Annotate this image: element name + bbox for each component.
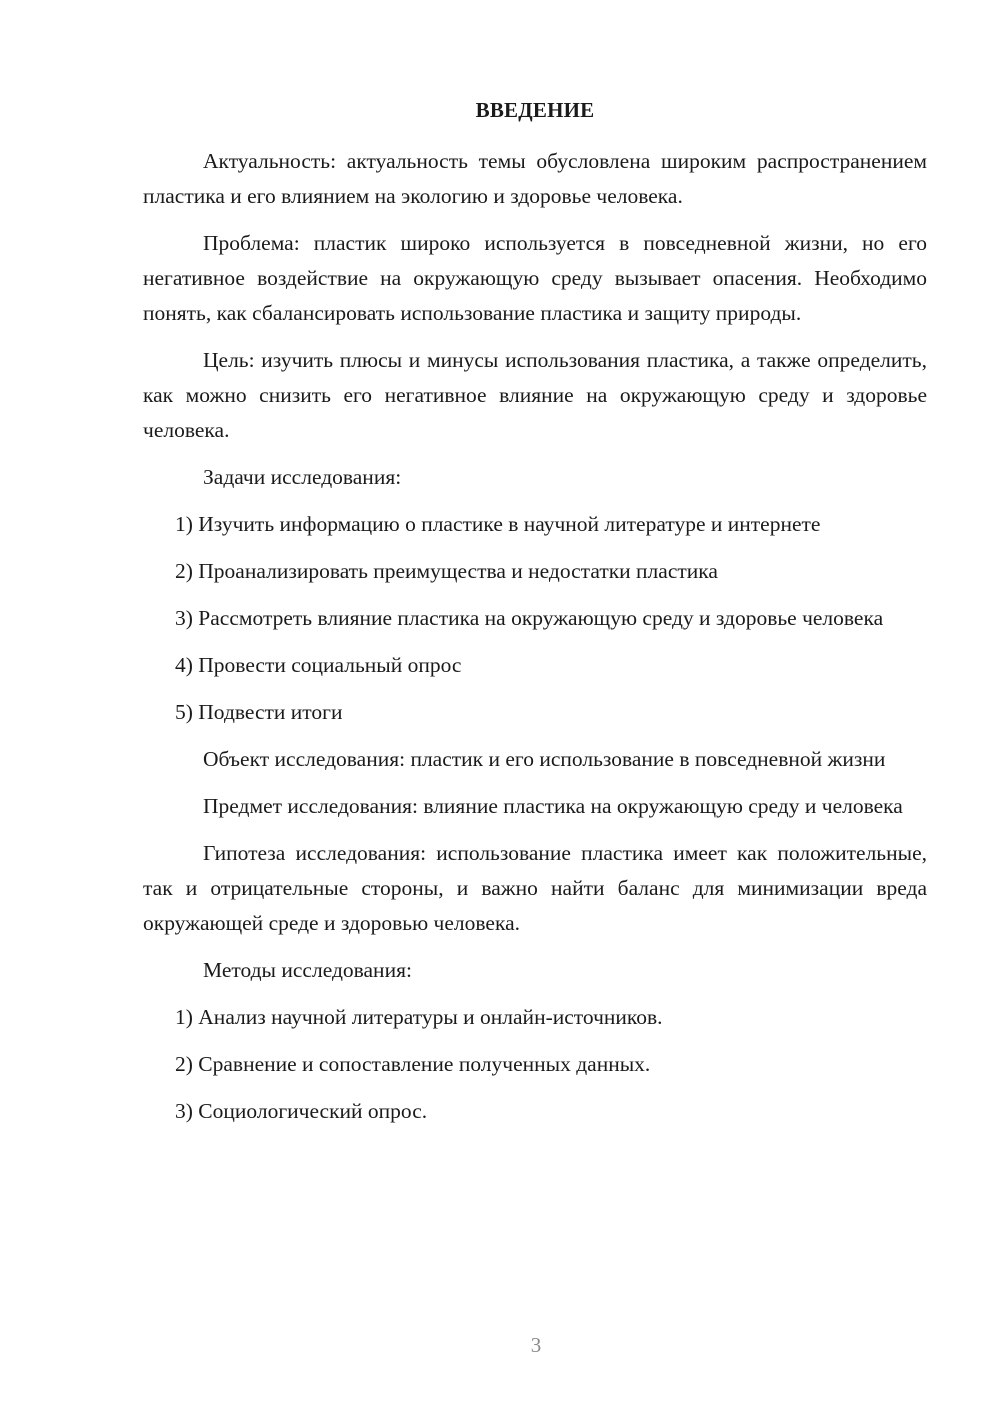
methods-heading: Методы исследования: bbox=[203, 958, 412, 982]
method-item-1: 1) Анализ научной литературы и онлайн-источников. bbox=[175, 1005, 663, 1029]
task-item-3: 3) Рассмотреть влияние пластика на окружающую среду и здоровье человека bbox=[175, 606, 884, 630]
task-item-4: 4) Провести социальный опрос bbox=[175, 653, 462, 677]
method-item-2: 2) Сравнение и сопоставление полученных данных. bbox=[175, 1052, 651, 1076]
page-content bbox=[143, 96, 927, 1141]
subject-paragraph: Предмет исследования: влияние пластика на окружающую среду и человека bbox=[203, 794, 903, 818]
problem-paragraph: Проблема: пластик широко используется в повседневной жизни, но его негативное воздействие на окружающую среду вызывает опасения. Необходимо понять, как сбалансировать использование пластика и защиту природы. bbox=[143, 231, 927, 325]
relevance-paragraph: Актуальность: актуальность темы обусловлена широким распространением пластика и его влиянием на экологию и здоровье человека. bbox=[143, 149, 927, 208]
page-title: ВВЕДЕНИЕ bbox=[475, 98, 595, 122]
task-item-1: 1) Изучить информацию о пластике в научной литературе и интернете bbox=[175, 512, 821, 536]
task-item-2: 2) Проанализировать преимущества и недостатки пластика bbox=[175, 559, 718, 583]
object-paragraph: Объект исследования: пластик и его использование в повседневной жизни bbox=[203, 747, 886, 771]
hypothesis-paragraph: Гипотеза исследования: использование пластика имеет как положительные, так и отрицательные стороны, и важно найти баланс для минимизации вреда окружающей среде и здоровью человека. bbox=[143, 841, 927, 935]
tasks-heading: Задачи исследования: bbox=[203, 465, 402, 489]
method-item-3: 3) Социологический опрос. bbox=[175, 1099, 428, 1123]
goal-paragraph: Цель: изучить плюсы и минусы использования пластика, а также определить, как можно снизить его негативное влияние на окружающую среду и здоровье человека. bbox=[143, 348, 927, 442]
task-item-5: 5) Подвести итоги bbox=[175, 700, 343, 724]
page-number: 3 bbox=[530, 1333, 542, 1357]
